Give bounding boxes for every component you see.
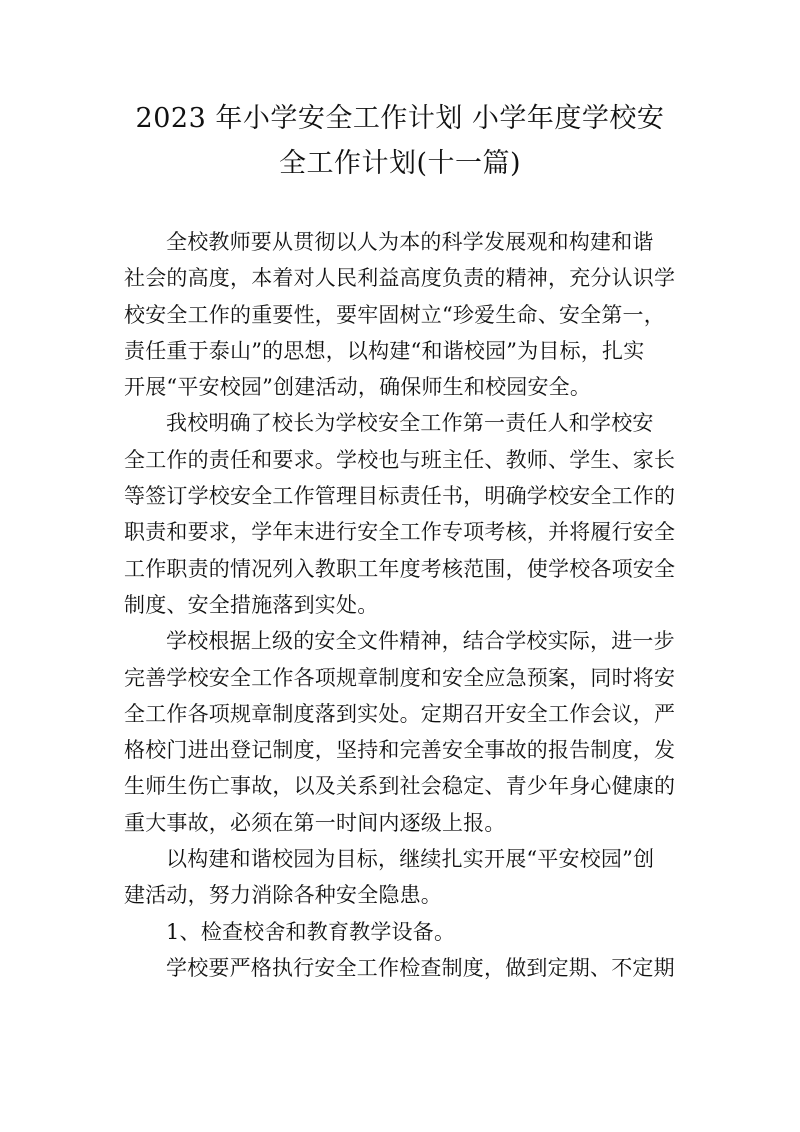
text-line: 学校要严格执行安全工作检查制度，做到定期、不定期: [166, 955, 675, 980]
text-line: 全校教师要从贯彻以人为本的科学发展观和构建和谐: [166, 230, 654, 254]
document-body: [124, 224, 680, 986]
paragraph-harmonious-campus: [124, 841, 680, 914]
text-line: 生师生伤亡事故，以及关系到社会稳定、青少年身心健康的: [124, 774, 676, 799]
paragraph-safety-awareness: [124, 224, 680, 405]
text-line: 以构建和谐校园为目标，继续扎实开展“平安校园”创: [166, 847, 655, 872]
text-line: 制度、安全措施落到实处。: [124, 592, 379, 617]
paragraph-regulations: [124, 623, 680, 841]
text-line: 责任重于泰山”的思想，以构建“和谐校园”为目标，扎实: [124, 338, 645, 363]
text-line: 我校明确了校长为学校安全工作第一责任人和学校安: [166, 411, 654, 436]
text-line: 校安全工作的重要性，要牢固树立“珍爱生命、安全第一，: [124, 302, 665, 327]
text-line: 1、检查校舍和教育教学设备。: [166, 919, 456, 944]
text-line: 开展“平安校园”创建活动，确保师生和校园安全。: [124, 375, 592, 400]
text-line: 全工作各项规章制度落到实处。定期召开安全工作会议，严: [124, 701, 676, 726]
paragraph-inspection-system: [124, 950, 680, 986]
document-title: [108, 96, 692, 186]
text-line: 建活动，努力消除各种安全隐患。: [124, 883, 442, 908]
text-line: 学校根据上级的安全文件精神，结合学校实际，进一步: [166, 629, 675, 654]
title-line: 2023 年小学安全工作计划 小学年度学校安: [135, 103, 665, 134]
text-line: 工作职责的情况列入教职工年度考核范围，使学校各项安全: [124, 556, 676, 581]
section-heading-inspection: [124, 914, 680, 950]
text-line: 社会的高度，本着对人民利益高度负责的精神，充分认识学: [124, 266, 676, 291]
text-line: 格校门进出登记制度，坚持和完善安全事故的报告制度，发: [124, 738, 676, 763]
text-line: 重大事故，必须在第一时间内逐级上报。: [124, 810, 506, 835]
text-line: 完善学校安全工作各项规章制度和安全应急预案，同时将安: [124, 665, 676, 690]
text-line: 全工作的责任和要求。学校也与班主任、教师、学生、家长: [124, 447, 676, 472]
text-line: 职责和要求，学年末进行安全工作专项考核，并将履行安全: [124, 520, 676, 545]
title-line: 全工作计划(十一篇): [278, 148, 522, 179]
text-line: 等签订学校安全工作管理目标责任书，明确学校安全工作的: [124, 484, 676, 509]
paragraph-responsibility: [124, 405, 680, 623]
